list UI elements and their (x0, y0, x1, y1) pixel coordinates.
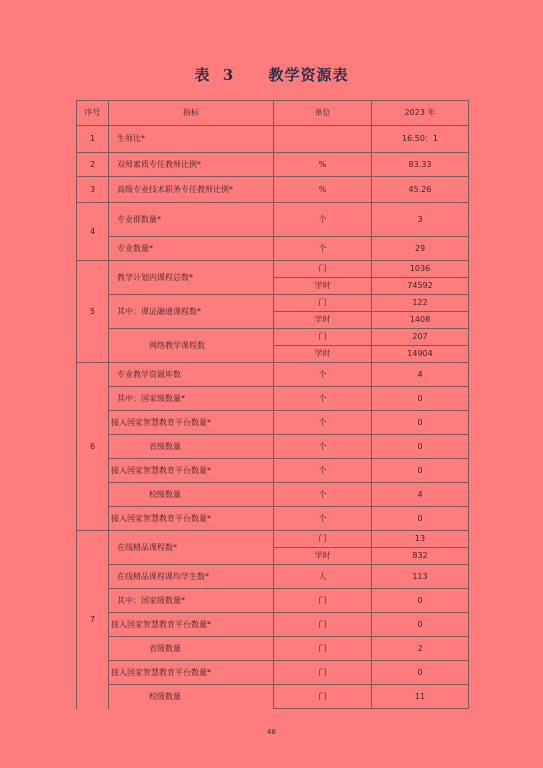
unit-cell: 人 (274, 565, 372, 589)
indicator-cell: 专业数量* (109, 237, 274, 261)
unit-cell: 个 (274, 237, 372, 261)
indicator-cell: 专业群数量* (109, 203, 274, 237)
unit-cell: 个 (274, 459, 372, 483)
header-year: 2023 年 (372, 101, 469, 126)
indicator-cell: 其中：国家级数量* (109, 387, 274, 411)
title-number: 3 (222, 66, 235, 84)
table-title (0, 64, 543, 85)
table-row (77, 295, 469, 312)
table-row (77, 411, 469, 435)
unit-cell: 个 (274, 507, 372, 531)
title-text: 教学资源表 (268, 66, 349, 84)
table-row (77, 661, 469, 685)
table-row (77, 363, 469, 387)
unit-cell: 门 (274, 613, 372, 637)
indicator-cell: 网络教学课程数 (109, 329, 274, 363)
value-cell: 0 (372, 435, 469, 459)
indicator-cell: 专业教学资源库数 (109, 363, 274, 387)
value-cell: 0 (372, 613, 469, 637)
value-cell: 0 (372, 507, 469, 531)
value-cell: 0 (372, 387, 469, 411)
value-cell: 13 (372, 531, 469, 548)
indicator-cell: 接入国家智慧教育平台数量* (109, 613, 274, 637)
value-cell: 1408 (372, 312, 469, 329)
value-cell: 0 (372, 459, 469, 483)
indicator-cell: 生师比* (109, 126, 274, 153)
value-cell: 122 (372, 295, 469, 312)
indicator-cell: 双师素质专任教师比例* (109, 153, 274, 177)
resource-table (76, 100, 469, 709)
table-row (77, 613, 469, 637)
indicator-cell: 校级数量 (109, 483, 274, 507)
table-row (77, 387, 469, 411)
unit-cell: 学时 (274, 278, 372, 295)
table-row (77, 507, 469, 531)
unit-cell: 门 (274, 295, 372, 312)
indicator-cell: 接入国家智慧教育平台数量* (109, 459, 274, 483)
unit-cell: 个 (274, 387, 372, 411)
indicator-cell: 校级数量 (109, 685, 274, 709)
unit-cell: 门 (274, 261, 372, 278)
value-cell: 0 (372, 589, 469, 613)
table-row (77, 685, 469, 709)
value-cell: 1036 (372, 261, 469, 278)
indicator-cell: 在线精品课程课均学生数* (109, 565, 274, 589)
table-row (77, 261, 469, 278)
value-cell: 113 (372, 565, 469, 589)
unit-cell: 门 (274, 531, 372, 548)
indicator-cell: 教学计划内课程总数* (109, 261, 274, 295)
unit-cell: 学时 (274, 548, 372, 565)
seq-cell: 4 (77, 203, 109, 261)
unit-cell: % (274, 153, 372, 177)
indicator-cell: 接入国家智慧教育平台数量* (109, 661, 274, 685)
value-cell: 0 (372, 411, 469, 435)
table-row (77, 203, 469, 237)
value-cell: 83.33 (372, 153, 469, 177)
unit-cell: 个 (274, 435, 372, 459)
unit-cell (274, 126, 372, 153)
value-cell: 4 (372, 363, 469, 387)
table-row (77, 483, 469, 507)
value-cell: 16.50：1 (372, 126, 469, 153)
value-cell: 207 (372, 329, 469, 346)
value-cell: 74592 (372, 278, 469, 295)
indicator-cell: 省级数量 (109, 637, 274, 661)
indicator-cell: 省级数量 (109, 435, 274, 459)
title-prefix: 表 (194, 66, 211, 84)
unit-cell: 门 (274, 329, 372, 346)
value-cell: 0 (372, 661, 469, 685)
indicator-cell: 高级专业技术职务专任教师比例* (109, 177, 274, 203)
value-cell: 4 (372, 483, 469, 507)
unit-cell: 个 (274, 411, 372, 435)
unit-cell: 学时 (274, 312, 372, 329)
indicator-cell: 其中：国家级数量* (109, 589, 274, 613)
value-cell: 11 (372, 685, 469, 709)
table-row (77, 589, 469, 613)
seq-cell: 5 (77, 261, 109, 363)
table-row (77, 435, 469, 459)
unit-cell: 门 (274, 685, 372, 709)
value-cell: 832 (372, 548, 469, 565)
table-row (77, 237, 469, 261)
table-row (77, 637, 469, 661)
table-row (77, 153, 469, 177)
table-row (77, 177, 469, 203)
table-row (77, 329, 469, 346)
unit-cell: 个 (274, 483, 372, 507)
unit-cell: % (274, 177, 372, 203)
unit-cell: 个 (274, 203, 372, 237)
seq-cell: 1 (77, 126, 109, 153)
page-number: 48 (267, 728, 276, 736)
unit-cell: 门 (274, 637, 372, 661)
seq-cell: 6 (77, 363, 109, 531)
indicator-cell: 在线精品课程数* (109, 531, 274, 565)
header-indicator: 指标 (109, 101, 274, 126)
value-cell: 2 (372, 637, 469, 661)
header-row (77, 101, 469, 126)
indicator-cell: 其中：课证融通课程数* (109, 295, 274, 329)
indicator-cell: 接入国家智慧教育平台数量* (109, 507, 274, 531)
table-row (77, 126, 469, 153)
unit-cell: 门 (274, 589, 372, 613)
seq-cell: 3 (77, 177, 109, 203)
value-cell: 14904 (372, 346, 469, 363)
table-row (77, 565, 469, 589)
seq-cell: 7 (77, 531, 109, 709)
unit-cell: 个 (274, 363, 372, 387)
unit-cell: 学时 (274, 346, 372, 363)
table-row (77, 531, 469, 548)
indicator-cell: 接入国家智慧教育平台数量* (109, 411, 274, 435)
unit-cell: 门 (274, 661, 372, 685)
value-cell: 3 (372, 203, 469, 237)
header-unit: 单位 (274, 101, 372, 126)
header-seq: 序号 (77, 101, 109, 126)
table-row (77, 459, 469, 483)
value-cell: 45.26 (372, 177, 469, 203)
value-cell: 29 (372, 237, 469, 261)
seq-cell: 2 (77, 153, 109, 177)
